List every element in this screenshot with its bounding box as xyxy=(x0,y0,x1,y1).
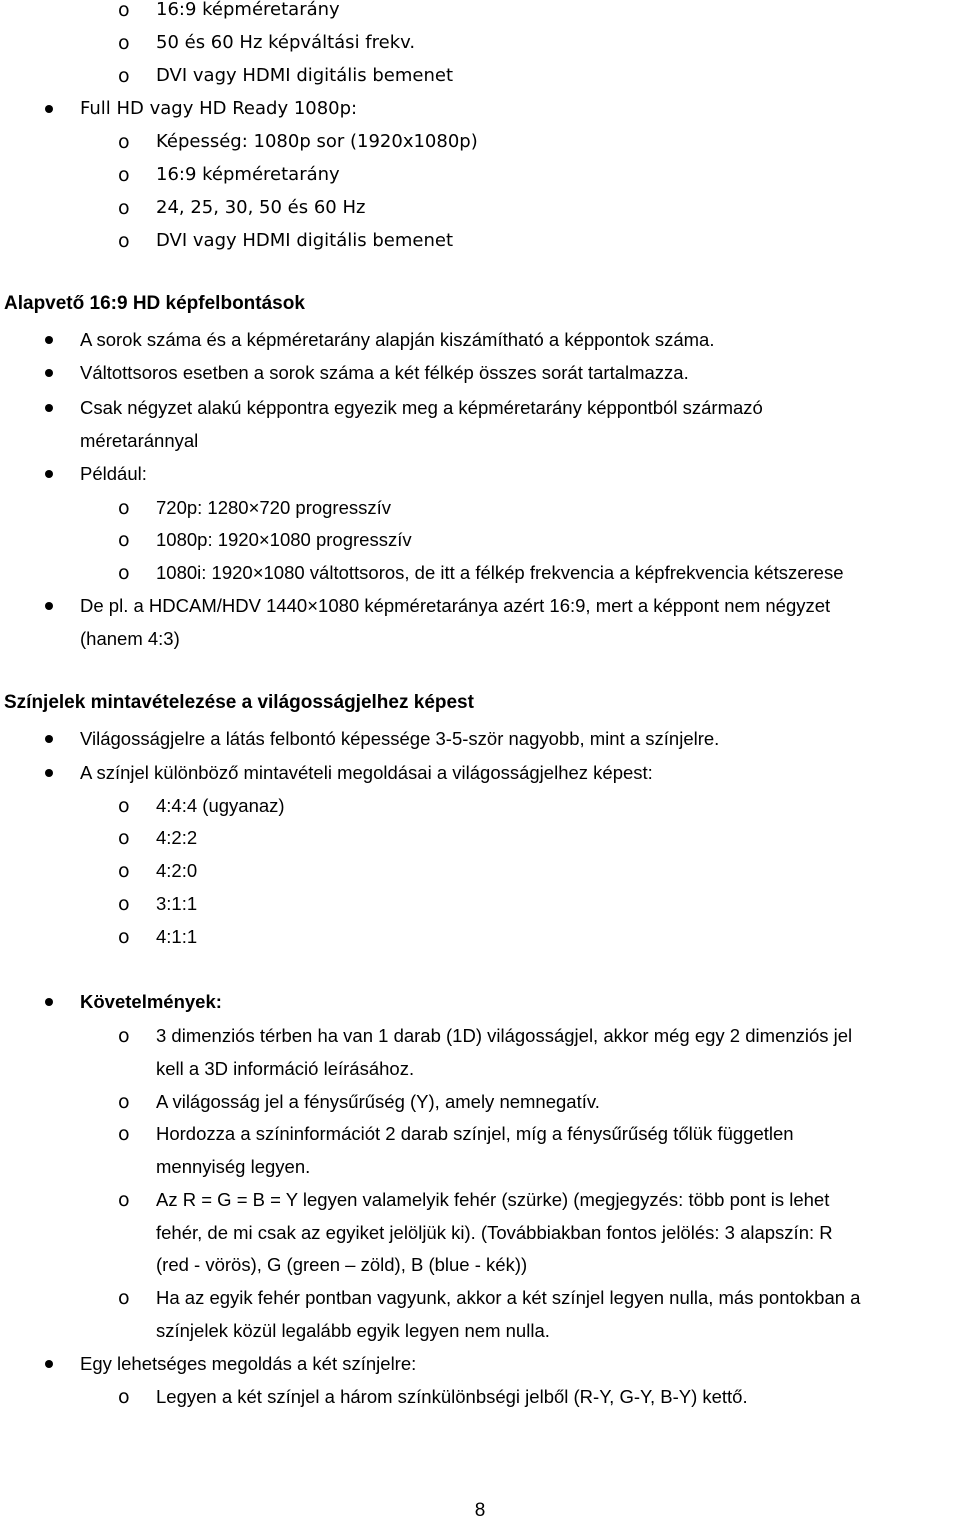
circle-bullet-icon: o xyxy=(118,926,130,948)
bullet-icon xyxy=(45,998,53,1006)
circle-bullet-icon: o xyxy=(118,131,130,153)
bullet-icon xyxy=(45,602,53,610)
bullet-icon xyxy=(45,336,53,344)
section-heading: Alapvető 16:9 HD képfelbontások xyxy=(4,293,305,314)
bullet-icon xyxy=(45,404,53,412)
circle-bullet-icon: o xyxy=(118,1091,130,1113)
section-heading: Színjelek mintavételezése a világosságjelhez képest xyxy=(4,692,474,713)
circle-bullet-icon: o xyxy=(118,529,130,551)
bullet-icon xyxy=(45,105,53,113)
circle-bullet-icon: o xyxy=(118,0,130,21)
circle-bullet-icon: o xyxy=(118,32,130,54)
circle-bullet-icon: o xyxy=(118,1123,130,1145)
circle-bullet-icon: o xyxy=(118,65,130,87)
circle-bullet-icon: o xyxy=(118,164,130,186)
circle-bullet-icon: o xyxy=(118,562,130,584)
circle-bullet-icon: o xyxy=(118,497,130,519)
circle-bullet-icon: o xyxy=(118,1287,130,1309)
circle-bullet-icon: o xyxy=(118,1386,130,1408)
bullet-icon xyxy=(45,470,53,478)
circle-bullet-icon: o xyxy=(118,1025,130,1047)
circle-bullet-icon: o xyxy=(118,827,130,849)
bullet-icon xyxy=(45,1360,53,1368)
circle-bullet-icon: o xyxy=(118,893,130,915)
circle-bullet-icon: o xyxy=(118,1189,130,1211)
page-number: 8 xyxy=(474,1500,486,1521)
bullet-icon xyxy=(45,735,53,743)
circle-bullet-icon: o xyxy=(118,860,130,882)
bullet-icon xyxy=(45,369,53,377)
circle-bullet-icon: o xyxy=(118,197,130,219)
bullet-icon xyxy=(45,769,53,777)
circle-bullet-icon: o xyxy=(118,230,130,252)
circle-bullet-icon: o xyxy=(118,795,130,817)
